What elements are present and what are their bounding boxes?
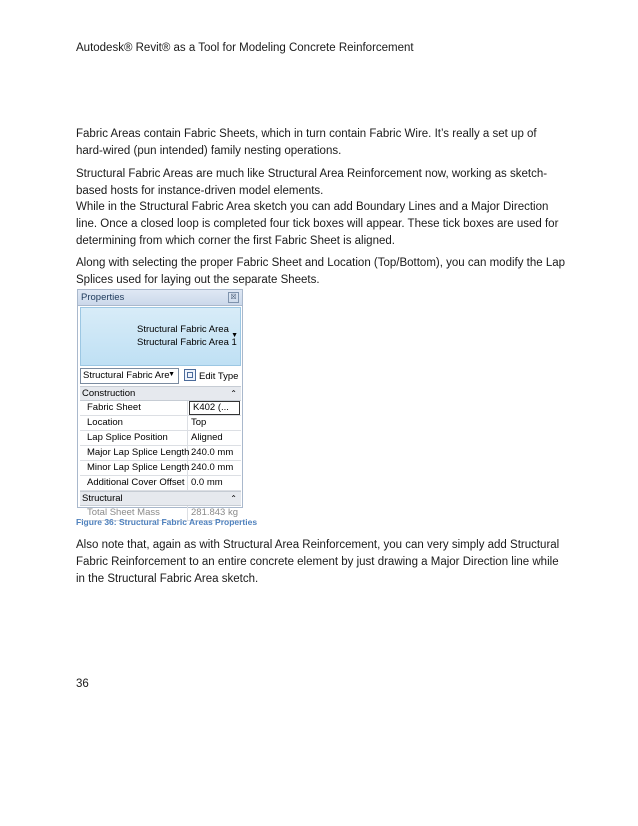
property-row-fabric-sheet[interactable] bbox=[80, 401, 241, 416]
additional-cover-offset-field[interactable]: 0.0 mm bbox=[191, 477, 223, 488]
property-row-major-lap-splice-length[interactable] bbox=[80, 446, 241, 461]
collapse-icon[interactable]: ⌃ bbox=[230, 389, 237, 398]
page-number: 36 bbox=[76, 678, 89, 690]
property-name: Major Lap Splice Length bbox=[80, 446, 188, 460]
edit-type-icon bbox=[184, 369, 196, 381]
instance-filter-dropdown[interactable] bbox=[80, 368, 179, 384]
paragraph-fabric-areas: Fabric Areas contain Fabric Sheets, which in turn contain Fabric Wire. It’s really a set up of hard-wired (pun intended) family nesting operations. bbox=[76, 128, 537, 157]
properties-title: Properties bbox=[81, 292, 125, 303]
property-name: Minor Lap Splice Length bbox=[80, 461, 188, 475]
total-sheet-mass-value: 281.843 kg bbox=[191, 507, 239, 518]
figure-caption: Figure 36: Structural Fabric Areas Properties bbox=[76, 517, 258, 527]
instance-filter-value: Structural Fabric Are bbox=[83, 370, 170, 381]
paragraph-lap-splices: Along with selecting the proper Fabric Sheet and Location (Top/Bottom), you can modify the Lap Splices used for laying out the separate Sheets. bbox=[76, 257, 566, 286]
group-name: Construction bbox=[82, 388, 136, 399]
edit-type-label: Edit Type bbox=[199, 371, 239, 382]
page-header: Autodesk® Revit® as a Tool for Modeling Concrete Reinforcement bbox=[76, 42, 414, 54]
type-selector[interactable] bbox=[80, 307, 241, 366]
type-family-label: Structural Fabric Area bbox=[137, 324, 229, 335]
lap-splice-position-field[interactable]: Aligned bbox=[191, 432, 223, 443]
paragraph-sketch: While in the Structural Fabric Area sketch you can add Boundary Lines and a Major Direction line. Once a closed loop is completed four tick boxes will appear. These tick boxes are used for determining from which corner the first Fabric Sheet is aligned. bbox=[76, 201, 559, 247]
group-structural[interactable] bbox=[80, 491, 241, 506]
location-field[interactable]: Top bbox=[191, 417, 207, 428]
group-name: Structural bbox=[82, 493, 123, 504]
minor-lap-splice-length-field[interactable]: 240.0 mm bbox=[191, 462, 234, 473]
close-icon[interactable]: ☒ bbox=[228, 292, 239, 303]
dropdown-arrow-icon[interactable]: ▼ bbox=[231, 332, 238, 339]
properties-palette bbox=[77, 289, 243, 518]
property-row-minor-lap-splice-length[interactable] bbox=[80, 461, 241, 476]
properties-grid bbox=[80, 386, 241, 521]
property-name: Location bbox=[80, 416, 188, 430]
paragraph-structural-fabric-areas: Structural Fabric Areas are much like Structural Area Reinforcement now, working as sketch-based hosts for instance-driven model elements. bbox=[76, 168, 548, 197]
group-construction[interactable] bbox=[80, 386, 241, 401]
chevron-down-icon: ▼ bbox=[168, 371, 175, 378]
fabric-sheet-field[interactable]: K402 (... bbox=[189, 401, 240, 415]
paragraph-note: Also note that, again as with Structural Area Reinforcement, you can very simply add Structural Fabric Reinforcement to an entire concrete element by just drawing a Major Direction line while in the Structural Fabric Area sketch. bbox=[76, 539, 560, 585]
properties-control-row bbox=[80, 368, 241, 384]
major-lap-splice-length-field[interactable]: 240.0 mm bbox=[191, 447, 234, 458]
property-row-lap-splice-position[interactable] bbox=[80, 431, 241, 446]
property-row-location[interactable] bbox=[80, 416, 241, 431]
property-name: Total Sheet Mass bbox=[80, 506, 188, 520]
properties-title-bar bbox=[78, 290, 242, 306]
type-name-label: Structural Fabric Area 1 bbox=[137, 337, 237, 348]
property-name: Lap Splice Position bbox=[80, 431, 188, 445]
property-name: Fabric Sheet bbox=[80, 401, 188, 415]
collapse-icon[interactable]: ⌃ bbox=[230, 494, 237, 503]
property-row-additional-cover-offset[interactable] bbox=[80, 476, 241, 491]
property-name: Additional Cover Offset bbox=[80, 476, 188, 490]
edit-type-button[interactable] bbox=[184, 369, 238, 382]
